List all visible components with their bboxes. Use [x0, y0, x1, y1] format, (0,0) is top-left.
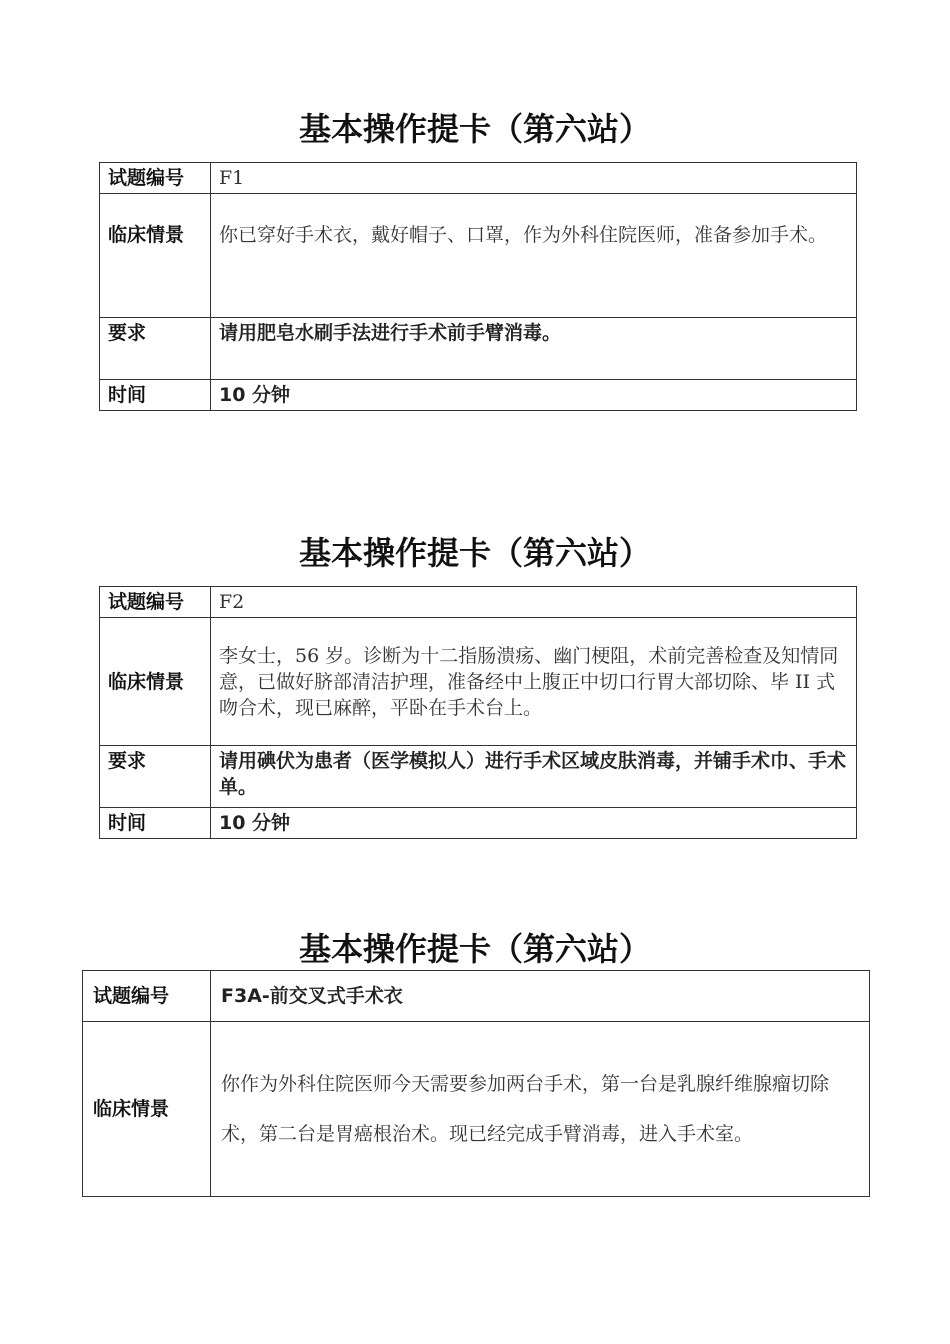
- question-id-label: 试题编号: [100, 163, 211, 194]
- question-id-label: 试题编号: [83, 971, 211, 1022]
- requirement-value: 请用肥皂水刷手法进行手术前手臂消毒。: [211, 318, 857, 380]
- requirement-label: 要求: [100, 746, 211, 808]
- card-3-title: 基本操作提卡（第六站）: [298, 930, 651, 968]
- clinical-scenario-label: 临床情景: [100, 618, 211, 746]
- clinical-scenario-label: 临床情景: [83, 1022, 211, 1197]
- requirement-label: 要求: [100, 318, 211, 380]
- question-id-value: F1: [211, 163, 857, 194]
- time-value: 10 分钟: [211, 380, 857, 411]
- time-label: 时间: [100, 808, 211, 839]
- card-2-table: [99, 586, 857, 839]
- question-id-value: F2: [211, 587, 857, 618]
- card-1-title: 基本操作提卡（第六站）: [298, 110, 651, 148]
- question-id-label: 试题编号: [100, 587, 211, 618]
- requirement-value: 请用碘伏为患者（医学模拟人）进行手术区域皮肤消毒，并铺手术巾、手术单。: [211, 746, 857, 808]
- time-label: 时间: [100, 380, 211, 411]
- clinical-scenario-value: 你已穿好手术衣，戴好帽子、口罩，作为外科住院医师，准备参加手术。: [211, 194, 857, 318]
- card-2-title: 基本操作提卡（第六站）: [298, 534, 651, 572]
- card-3-table: [82, 970, 870, 1197]
- time-value: 10 分钟: [211, 808, 857, 839]
- clinical-scenario-value: 你作为外科住院医师今天需要参加两台手术，第一台是乳腺纤维腺瘤切除术，第二台是胃癌根治术。现已经完成手臂消毒，进入手术室。: [211, 1022, 870, 1197]
- question-id-value: F3A-前交叉式手术衣: [211, 971, 870, 1022]
- card-1-table: [99, 162, 857, 411]
- clinical-scenario-label: 临床情景: [100, 194, 211, 318]
- clinical-scenario-value: 李女士，56 岁。诊断为十二指肠溃疡、幽门梗阻，术前完善检查及知情同意，已做好脐部清洁护理，准备经中上腹正中切口行胃大部切除、毕 II 式吻合术，现已麻醉，平卧在手术台上。: [211, 618, 857, 746]
